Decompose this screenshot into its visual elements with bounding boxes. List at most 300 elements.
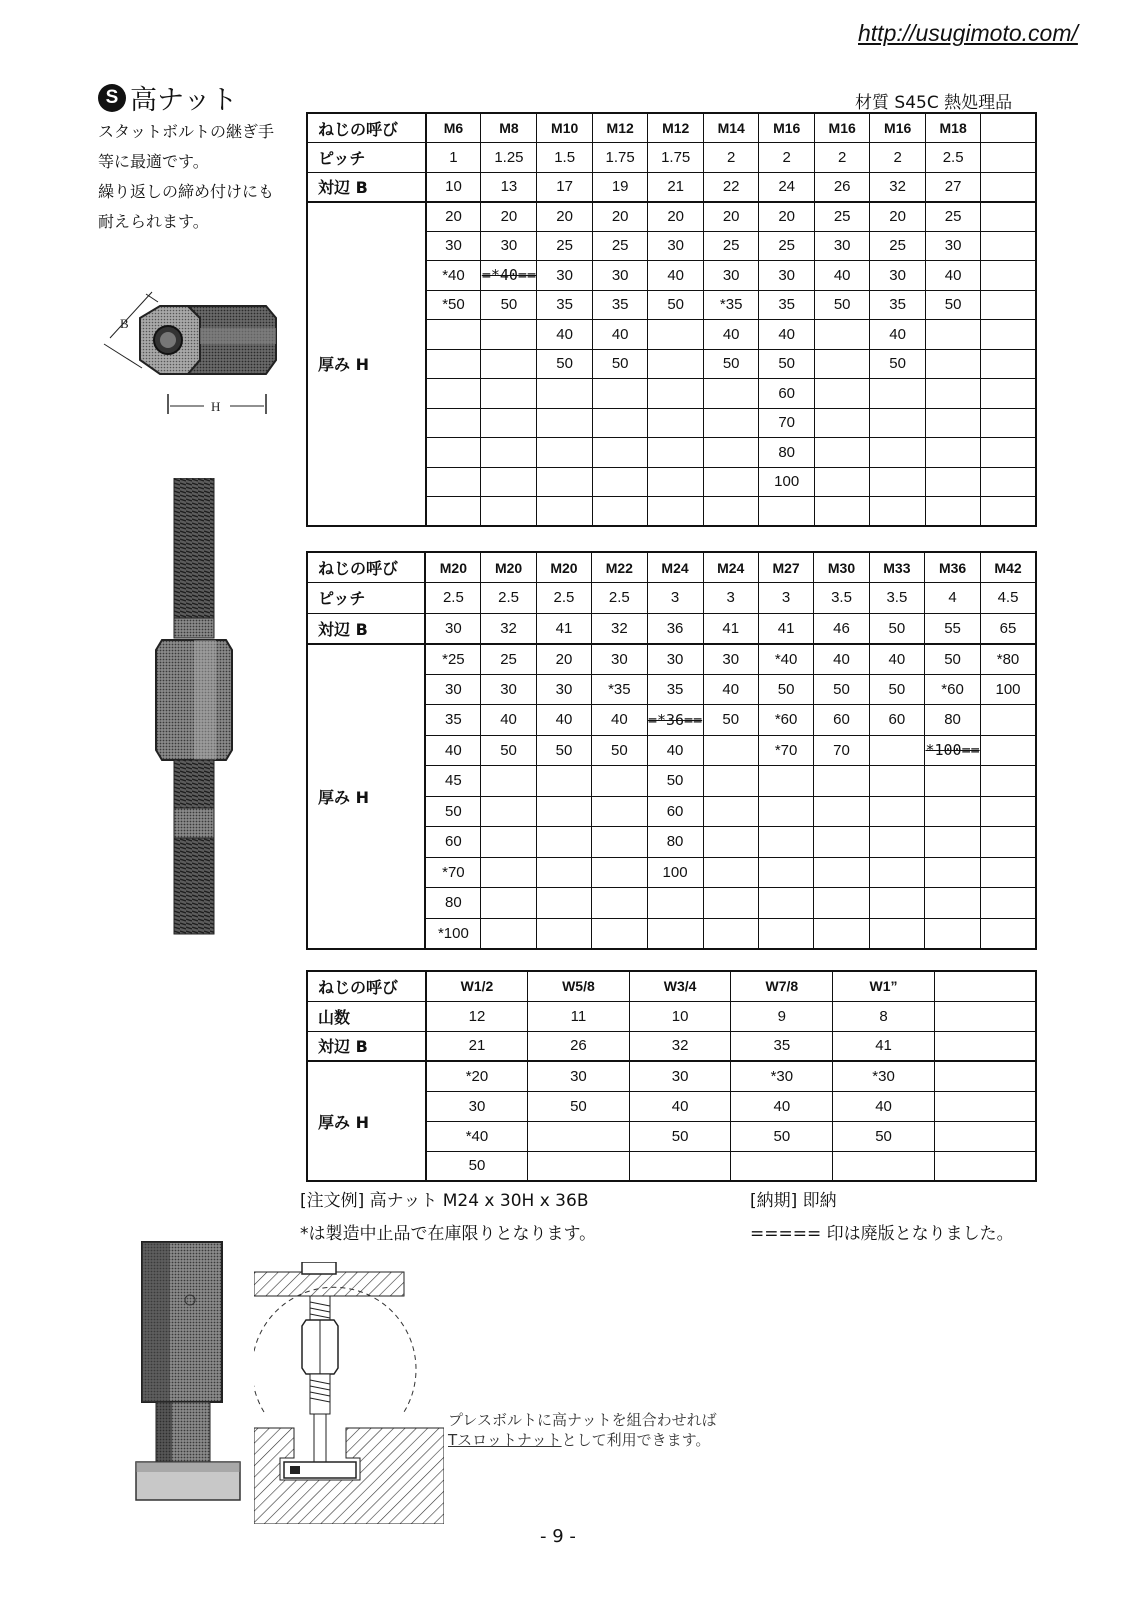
table-cell <box>703 796 758 827</box>
delivery-note: [納期] 即納 <box>750 1191 837 1211</box>
table-cell: 1.75 <box>592 143 648 173</box>
table-cell: 100 <box>759 467 814 497</box>
table-cell: 50 <box>869 613 924 644</box>
table-cell <box>981 320 1036 350</box>
table-cell: 40 <box>536 705 591 736</box>
table-cell <box>426 438 481 468</box>
table-cell <box>536 796 591 827</box>
table-row <box>307 552 1036 583</box>
table-cell: 30 <box>481 674 536 705</box>
table-cell <box>814 497 869 527</box>
table-cell: 2.5 <box>481 583 536 614</box>
table-cell <box>481 827 536 858</box>
table-cell: 50 <box>648 290 704 320</box>
table-cell <box>814 827 869 858</box>
row-label: 厚み H <box>307 644 425 949</box>
table-cell: 1.5 <box>537 143 592 173</box>
section-title <box>98 78 237 117</box>
table-cell <box>592 796 647 827</box>
table-cell: 10 <box>426 172 481 202</box>
table-cell: 40 <box>869 644 924 675</box>
table-cell <box>925 467 980 497</box>
table-cell: 32 <box>870 172 925 202</box>
material-note: 材質 S45C 熱処理品 <box>855 93 1013 113</box>
table-cell: 20 <box>537 202 592 232</box>
table-cell: *25 <box>425 644 480 675</box>
table-cell <box>925 918 981 949</box>
table-cell: 50 <box>481 735 536 766</box>
table-cell: *80 <box>981 644 1036 675</box>
table-cell: *50 <box>426 290 481 320</box>
table-cell: *40 <box>426 261 481 291</box>
size-header: M20 <box>425 552 480 583</box>
row-label: 厚み H <box>307 1061 426 1181</box>
table-row <box>307 583 1036 614</box>
table-cell <box>648 379 704 409</box>
table-cell <box>481 888 536 919</box>
table-cell: 30 <box>814 231 869 261</box>
table-cell: 40 <box>833 1091 935 1121</box>
size-header: M36 <box>925 552 981 583</box>
table-cell <box>981 172 1036 202</box>
table-cell <box>758 796 813 827</box>
table-cell: 25 <box>537 231 592 261</box>
table-cell: 24 <box>759 172 814 202</box>
table-cell <box>934 1061 1036 1091</box>
table-cell <box>981 379 1036 409</box>
table-cell <box>981 766 1036 797</box>
table-cell: *70 <box>425 857 480 888</box>
table-cell <box>592 766 647 797</box>
table-cell <box>592 857 647 888</box>
table-cell: 3 <box>758 583 813 614</box>
table-cell <box>934 1121 1036 1151</box>
table-cell: 10 <box>629 1001 731 1031</box>
table-cell <box>758 766 813 797</box>
table-cell: 40 <box>814 261 869 291</box>
table-cell: 40 <box>925 261 980 291</box>
table-cell: 25 <box>481 644 536 675</box>
table-cell <box>648 467 704 497</box>
table-cell <box>981 796 1036 827</box>
table-cell <box>814 857 869 888</box>
table-cell: 2 <box>759 143 814 173</box>
table-cell <box>981 497 1036 527</box>
table-cell <box>536 766 591 797</box>
table-cell <box>592 497 648 527</box>
table-cell <box>925 497 980 527</box>
table-cell: *35 <box>703 290 758 320</box>
table-cell: 35 <box>870 290 925 320</box>
table-cell: 2 <box>703 143 758 173</box>
table-cell <box>703 735 758 766</box>
table-row <box>307 202 1036 232</box>
size-header: M27 <box>758 552 813 583</box>
table-cell <box>537 467 592 497</box>
table-cell: 55 <box>925 613 981 644</box>
table-cell: 4 <box>925 583 981 614</box>
table-cell: 50 <box>647 766 703 797</box>
table-cell: *20 <box>426 1061 528 1091</box>
table-cell <box>537 438 592 468</box>
table-cell: *40 <box>758 644 813 675</box>
discontinued-note: *は製造中止品で在庫限りとなります。 <box>300 1224 597 1244</box>
table-cell <box>981 202 1036 232</box>
table-cell <box>648 349 704 379</box>
table-cell <box>870 467 925 497</box>
table-cell: 20 <box>870 202 925 232</box>
table-cell: 40 <box>814 644 869 675</box>
table-cell <box>870 408 925 438</box>
table-cell: 50 <box>870 349 925 379</box>
table-cell <box>758 827 813 858</box>
table-cell: 3.5 <box>814 583 869 614</box>
table-cell: 2.5 <box>536 583 591 614</box>
table-cell: 30 <box>528 1061 630 1091</box>
table-cell: 50 <box>425 796 480 827</box>
table-cell <box>925 888 981 919</box>
table-cell <box>537 379 592 409</box>
table-cell <box>981 290 1036 320</box>
table-cell: 35 <box>759 290 814 320</box>
table-cell: 60 <box>814 705 869 736</box>
s-circle-icon: S <box>98 84 126 112</box>
obsolete-cell: =*36== <box>647 705 703 736</box>
table-cell: 30 <box>425 613 480 644</box>
table-cell <box>814 796 869 827</box>
row-label: 対辺 B <box>307 1031 426 1061</box>
table-cell: 30 <box>536 674 591 705</box>
table-cell: *35 <box>592 674 647 705</box>
press-bolt-photo <box>132 1240 244 1508</box>
table-cell: 80 <box>759 438 814 468</box>
table-cell: 40 <box>592 705 647 736</box>
table-cell <box>703 379 758 409</box>
table-cell <box>481 918 536 949</box>
table-cell <box>981 705 1036 736</box>
table-cell <box>481 497 537 527</box>
row-label: ねじの呼び <box>307 971 426 1001</box>
caption-rest: として利用できます。 <box>561 1431 711 1449</box>
table-cell <box>592 888 647 919</box>
table-cell: 30 <box>759 261 814 291</box>
table-cell: *100 <box>425 918 480 949</box>
obsolete-cell: *100== <box>925 735 981 766</box>
order-example: [注文例] 高ナット M24 x 30H x 36B <box>300 1191 589 1211</box>
row-label: ピッチ <box>307 583 425 614</box>
table-cell: 40 <box>731 1091 833 1121</box>
table-cell: *30 <box>731 1061 833 1091</box>
table-cell: 80 <box>647 827 703 858</box>
table-cell <box>648 497 704 527</box>
table-cell: 20 <box>759 202 814 232</box>
table-cell: *40 <box>426 1121 528 1151</box>
table-cell: 30 <box>481 231 537 261</box>
table-cell: 26 <box>528 1031 630 1061</box>
table-cell <box>814 438 869 468</box>
table-row <box>307 1061 1036 1091</box>
table-cell: 30 <box>629 1061 731 1091</box>
table-cell <box>814 349 869 379</box>
table-cell: 40 <box>592 320 648 350</box>
table-row <box>307 971 1036 1001</box>
table-cell <box>758 888 813 919</box>
table-cell: 50 <box>592 349 648 379</box>
table-cell: 26 <box>814 172 869 202</box>
table-cell <box>592 827 647 858</box>
description <box>98 117 298 237</box>
dimension-b-label: B <box>120 316 129 331</box>
table-cell <box>703 408 758 438</box>
table-cell <box>869 796 924 827</box>
table-cell <box>592 379 648 409</box>
table-cell <box>925 349 980 379</box>
table-cell: 36 <box>647 613 703 644</box>
table-cell <box>869 735 924 766</box>
table-cell: 19 <box>592 172 648 202</box>
row-label: ねじの呼び <box>307 552 425 583</box>
size-header: M16 <box>870 113 925 143</box>
table-cell: 40 <box>647 735 703 766</box>
table-cell: 30 <box>537 261 592 291</box>
description-line: 等に最適です。 <box>98 152 209 171</box>
table-cell: 40 <box>629 1091 731 1121</box>
table-row <box>307 1001 1036 1031</box>
table-cell <box>731 1151 833 1181</box>
table-cell: 50 <box>925 644 981 675</box>
table-cell: 70 <box>759 408 814 438</box>
size-header: M18 <box>925 113 980 143</box>
table-cell: *30 <box>833 1061 935 1091</box>
table-cell: 50 <box>592 735 647 766</box>
table-cell: 32 <box>592 613 647 644</box>
table-cell: 32 <box>481 613 536 644</box>
table-cell: 40 <box>703 674 758 705</box>
table-cell: 80 <box>925 705 981 736</box>
table-row <box>307 172 1036 202</box>
table-cell <box>703 467 758 497</box>
table-cell: 12 <box>426 1001 528 1031</box>
table-cell <box>981 467 1036 497</box>
t-slot-caption <box>448 1410 717 1450</box>
size-header <box>934 971 1036 1001</box>
size-header: W5/8 <box>528 971 630 1001</box>
table-cell: 1.75 <box>648 143 704 173</box>
table-cell: 60 <box>759 379 814 409</box>
table-cell: 9 <box>731 1001 833 1031</box>
size-header: M30 <box>814 552 869 583</box>
table-cell <box>925 438 980 468</box>
table-cell: 1 <box>426 143 481 173</box>
table-cell <box>981 143 1036 173</box>
size-header: M24 <box>703 552 758 583</box>
table-cell: 30 <box>925 231 980 261</box>
table-cell: 3 <box>703 583 758 614</box>
table-cell: 20 <box>703 202 758 232</box>
table-cell: 20 <box>481 202 537 232</box>
size-header: M24 <box>647 552 703 583</box>
table-cell <box>925 408 980 438</box>
table-cell: 60 <box>869 705 924 736</box>
table-cell <box>426 497 481 527</box>
table-cell <box>536 918 591 949</box>
table-cell: 41 <box>833 1031 935 1061</box>
table-cell <box>426 467 481 497</box>
table-cell: 50 <box>814 674 869 705</box>
caption-line <box>448 1430 717 1450</box>
table-cell <box>814 918 869 949</box>
row-label: 対辺 B <box>307 172 426 202</box>
table-cell <box>481 766 536 797</box>
table-cell: *60 <box>925 674 981 705</box>
table-cell: 50 <box>731 1121 833 1151</box>
table-cell <box>925 827 981 858</box>
table-cell <box>481 379 537 409</box>
size-header <box>981 113 1036 143</box>
table-row <box>307 143 1036 173</box>
table-cell <box>703 827 758 858</box>
table-cell <box>592 438 648 468</box>
table-cell: 30 <box>703 644 758 675</box>
row-label: 対辺 B <box>307 613 425 644</box>
table-cell: 30 <box>425 674 480 705</box>
table-cell: 25 <box>703 231 758 261</box>
table-cell <box>814 320 869 350</box>
table-cell: 21 <box>648 172 704 202</box>
site-url[interactable]: http://usugimoto.com/ <box>858 20 1078 46</box>
table-cell: 25 <box>592 231 648 261</box>
table-cell <box>648 408 704 438</box>
table-cell: 2.5 <box>925 143 980 173</box>
size-header: M12 <box>592 113 648 143</box>
table-cell: 30 <box>426 1091 528 1121</box>
description-line: 耐えられます。 <box>98 212 209 231</box>
table-cell: 35 <box>592 290 648 320</box>
table-cell <box>833 1151 935 1181</box>
description-line: スタットボルトの継ぎ手 <box>98 122 275 141</box>
size-header: M14 <box>703 113 758 143</box>
table-cell <box>481 467 537 497</box>
table-cell: 35 <box>537 290 592 320</box>
table-cell: 35 <box>425 705 480 736</box>
obsolete-note: ===== 印は廃版となりました。 <box>750 1224 1014 1244</box>
table-cell: *70 <box>758 735 813 766</box>
table-cell <box>981 918 1036 949</box>
table-cell: 30 <box>647 644 703 675</box>
table-cell: 2.5 <box>592 583 647 614</box>
table-cell <box>481 320 537 350</box>
size-header: M22 <box>592 552 647 583</box>
table-cell: 41 <box>703 613 758 644</box>
table-cell: 20 <box>536 644 591 675</box>
page-title: 高ナット <box>130 85 238 116</box>
table-cell: 30 <box>426 231 481 261</box>
table-cell <box>981 349 1036 379</box>
table-cell <box>481 408 537 438</box>
size-header: M33 <box>869 552 924 583</box>
table-cell: 46 <box>814 613 869 644</box>
table-cell <box>981 231 1036 261</box>
table-cell: 30 <box>592 644 647 675</box>
table-cell <box>426 320 481 350</box>
table-cell: 80 <box>425 888 480 919</box>
table-cell <box>759 497 814 527</box>
table-row <box>307 1031 1036 1061</box>
table-cell <box>934 1031 1036 1061</box>
stud-bolt-with-nut-photo <box>150 478 260 948</box>
table-cell: 30 <box>870 261 925 291</box>
table-cell <box>703 497 758 527</box>
table-cell <box>537 408 592 438</box>
table-cell: 22 <box>703 172 758 202</box>
table-cell <box>703 438 758 468</box>
table-cell: 45 <box>425 766 480 797</box>
table-cell: 30 <box>648 231 704 261</box>
row-label: ねじの呼び <box>307 113 426 143</box>
table-cell <box>814 379 869 409</box>
table-cell: 20 <box>592 202 648 232</box>
t-slot-nut-diagram <box>254 1262 444 1524</box>
table-cell <box>925 766 981 797</box>
table-cell <box>703 918 758 949</box>
table-cell <box>869 857 924 888</box>
row-label: 厚み H <box>307 202 426 527</box>
table-cell: 4.5 <box>981 583 1036 614</box>
table-cell: 50 <box>703 349 758 379</box>
table-cell <box>869 766 924 797</box>
table-cell: 11 <box>528 1001 630 1031</box>
table-cell <box>528 1151 630 1181</box>
table-cell <box>870 379 925 409</box>
table-cell: 21 <box>426 1031 528 1061</box>
table-cell: 50 <box>758 674 813 705</box>
table-cell: 100 <box>981 674 1036 705</box>
page-number: - 9 - <box>540 1526 576 1547</box>
table-cell <box>703 857 758 888</box>
table-cell <box>934 1001 1036 1031</box>
table-cell <box>981 261 1036 291</box>
size-header: M20 <box>536 552 591 583</box>
dimension-h-label: H <box>211 399 221 414</box>
size-header: M16 <box>814 113 869 143</box>
size-header: W1” <box>833 971 935 1001</box>
table-cell <box>592 467 648 497</box>
table-cell: 40 <box>703 320 758 350</box>
table-cell <box>426 408 481 438</box>
table-cell: 40 <box>648 261 704 291</box>
table-cell: 40 <box>481 705 536 736</box>
table-row <box>307 644 1036 675</box>
table-cell <box>528 1121 630 1151</box>
table-cell: 2 <box>814 143 869 173</box>
table-cell <box>629 1151 731 1181</box>
table-row <box>307 613 1036 644</box>
table-cell <box>648 438 704 468</box>
size-header: M8 <box>481 113 537 143</box>
caption-line: プレスボルトに高ナットを組合わせれば <box>448 1411 717 1429</box>
size-header: W1/2 <box>426 971 528 1001</box>
table-cell: 3 <box>647 583 703 614</box>
table-cell: 13 <box>481 172 537 202</box>
table-cell: 50 <box>814 290 869 320</box>
table-cell: 50 <box>536 735 591 766</box>
table-cell: 65 <box>981 613 1036 644</box>
table-cell <box>648 320 704 350</box>
table-cell: 50 <box>629 1121 731 1151</box>
table-cell <box>981 408 1036 438</box>
table-cell <box>536 888 591 919</box>
hex-nut-dimension-illustration <box>100 288 300 428</box>
